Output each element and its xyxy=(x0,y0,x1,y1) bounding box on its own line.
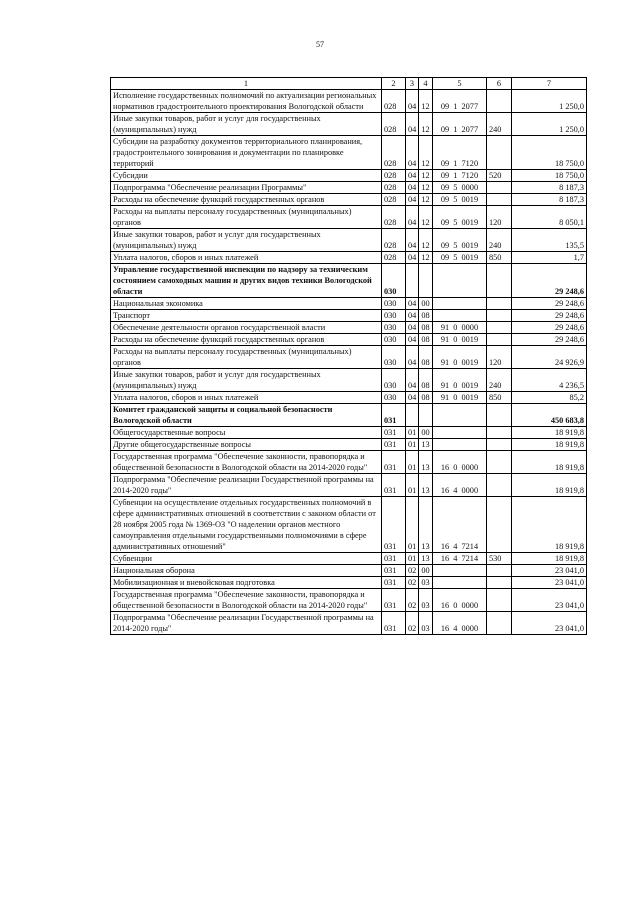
amount-cell: 29 248,6 xyxy=(512,310,587,322)
table-row xyxy=(111,369,587,392)
section-code-cell: 04 xyxy=(406,136,419,170)
table-row xyxy=(111,182,587,194)
ministry-code-cell: 031 xyxy=(382,577,406,589)
row-name-cell: Национальная экономика xyxy=(111,298,382,310)
subsection-code-cell: 03 xyxy=(419,612,433,635)
subsection-code-cell: 13 xyxy=(419,439,433,451)
section-code-cell: 04 xyxy=(406,182,419,194)
target-article-cell: 09 5 0019 xyxy=(433,229,487,252)
row-name-cell: Иные закупки товаров, работ и услуг для государственных (муниципальных) нужд xyxy=(111,229,382,252)
section-code-cell: 04 xyxy=(406,322,419,334)
table-row xyxy=(111,298,587,310)
header-cell: 1 xyxy=(111,78,382,90)
amount-cell: 29 248,6 xyxy=(512,264,587,298)
row-name-cell: Иные закупки товаров, работ и услуг для государственных (муниципальных) нужд xyxy=(111,369,382,392)
section-code-cell: 01 xyxy=(406,451,419,474)
section-code-cell: 04 xyxy=(406,206,419,229)
expense-type-cell: 240 xyxy=(487,369,512,392)
ministry-code-cell: 031 xyxy=(382,404,406,427)
table-row xyxy=(111,229,587,252)
expense-type-cell: 240 xyxy=(487,229,512,252)
subsection-code-cell: 12 xyxy=(419,252,433,264)
target-article-cell: 09 5 0019 xyxy=(433,194,487,206)
section-code-cell: 01 xyxy=(406,497,419,553)
expense-type-cell xyxy=(487,577,512,589)
subsection-code-cell: 12 xyxy=(419,90,433,113)
ministry-code-cell: 030 xyxy=(382,264,406,298)
row-name-cell: Субсидии xyxy=(111,170,382,182)
amount-cell: 23 041,0 xyxy=(512,589,587,612)
section-code-cell xyxy=(406,264,419,298)
row-name-cell: Обеспечение деятельности органов государственной власти xyxy=(111,322,382,334)
table-row xyxy=(111,404,587,427)
amount-cell: 23 041,0 xyxy=(512,577,587,589)
amount-cell: 4 236,5 xyxy=(512,369,587,392)
row-name-cell: Иные закупки товаров, работ и услуг для государственных (муниципальных) нужд xyxy=(111,113,382,136)
target-article-cell: 16 4 0000 xyxy=(433,474,487,497)
ministry-code-cell: 031 xyxy=(382,612,406,635)
target-article-cell xyxy=(433,427,487,439)
amount-cell: 29 248,6 xyxy=(512,298,587,310)
target-article-cell: 16 4 7214 xyxy=(433,553,487,565)
row-name-cell: Уплата налогов, сборов и иных платежей xyxy=(111,392,382,404)
ministry-code-cell: 031 xyxy=(382,439,406,451)
amount-cell: 18 919,8 xyxy=(512,451,587,474)
table-row xyxy=(111,170,587,182)
expense-type-cell xyxy=(487,310,512,322)
header-cell: 7 xyxy=(512,78,587,90)
section-code-cell: 02 xyxy=(406,577,419,589)
row-name-cell: Комитет гражданской защиты и социальной безопасности Вологодской области xyxy=(111,404,382,427)
subsection-code-cell: 12 xyxy=(419,170,433,182)
expense-type-cell xyxy=(487,497,512,553)
row-name-cell: Уплата налогов, сборов и иных платежей xyxy=(111,252,382,264)
target-article-cell: 91 0 0000 xyxy=(433,322,487,334)
section-code-cell: 04 xyxy=(406,113,419,136)
ministry-code-cell: 031 xyxy=(382,553,406,565)
amount-cell: 18 919,8 xyxy=(512,474,587,497)
section-code-cell: 04 xyxy=(406,334,419,346)
table-row xyxy=(111,206,587,229)
ministry-code-cell: 028 xyxy=(382,182,406,194)
ministry-code-cell: 031 xyxy=(382,497,406,553)
subsection-code-cell: 03 xyxy=(419,577,433,589)
table-row xyxy=(111,451,587,474)
section-code-cell: 04 xyxy=(406,229,419,252)
ministry-code-cell: 028 xyxy=(382,170,406,182)
target-article-cell: 09 1 2077 xyxy=(433,90,487,113)
expense-type-cell: 850 xyxy=(487,252,512,264)
amount-cell: 23 041,0 xyxy=(512,565,587,577)
section-code-cell: 04 xyxy=(406,90,419,113)
row-name-cell: Другие общегосударственные вопросы xyxy=(111,439,382,451)
subsection-code-cell xyxy=(419,264,433,298)
table-row xyxy=(111,474,587,497)
expense-type-cell xyxy=(487,451,512,474)
table-row xyxy=(111,612,587,635)
expense-type-cell xyxy=(487,322,512,334)
header-cell: 6 xyxy=(487,78,512,90)
amount-cell: 29 248,6 xyxy=(512,322,587,334)
table-row xyxy=(111,392,587,404)
ministry-code-cell: 030 xyxy=(382,346,406,369)
amount-cell: 85,2 xyxy=(512,392,587,404)
target-article-cell: 09 1 7120 xyxy=(433,170,487,182)
amount-cell: 8 187,3 xyxy=(512,182,587,194)
table-row xyxy=(111,565,587,577)
expense-type-cell xyxy=(487,298,512,310)
target-article-cell: 09 5 0019 xyxy=(433,252,487,264)
expense-type-cell xyxy=(487,404,512,427)
subsection-code-cell: 12 xyxy=(419,113,433,136)
expense-type-cell: 850 xyxy=(487,392,512,404)
header-cell: 3 xyxy=(406,78,419,90)
row-name-cell: Общегосударственные вопросы xyxy=(111,427,382,439)
subsection-code-cell: 12 xyxy=(419,136,433,170)
amount-cell: 18 750,0 xyxy=(512,136,587,170)
ministry-code-cell: 030 xyxy=(382,369,406,392)
table-row xyxy=(111,497,587,553)
section-code-cell: 04 xyxy=(406,194,419,206)
target-article-cell: 16 4 0000 xyxy=(433,612,487,635)
subsection-code-cell: 13 xyxy=(419,553,433,565)
amount-cell: 1 250,0 xyxy=(512,113,587,136)
ministry-code-cell: 028 xyxy=(382,206,406,229)
target-article-cell xyxy=(433,577,487,589)
table-row xyxy=(111,136,587,170)
amount-cell: 450 683,8 xyxy=(512,404,587,427)
target-article-cell: 91 0 0019 xyxy=(433,346,487,369)
table-row xyxy=(111,346,587,369)
expense-type-cell: 530 xyxy=(487,553,512,565)
amount-cell: 8 050,1 xyxy=(512,206,587,229)
row-name-cell: Управление государственной инспекции по надзору за техническим состоянием самоходных машин и других видов техники Вологодской области xyxy=(111,264,382,298)
target-article-cell: 91 0 0019 xyxy=(433,369,487,392)
row-name-cell: Транспорт xyxy=(111,310,382,322)
amount-cell: 8 187,3 xyxy=(512,194,587,206)
expense-type-cell xyxy=(487,565,512,577)
target-article-cell: 09 1 7120 xyxy=(433,136,487,170)
target-article-cell xyxy=(433,310,487,322)
expense-type-cell xyxy=(487,612,512,635)
row-name-cell: Расходы на обеспечение функций государственных органов xyxy=(111,334,382,346)
amount-cell: 23 041,0 xyxy=(512,612,587,635)
subsection-code-cell xyxy=(419,404,433,427)
page-number: 57 xyxy=(316,40,324,49)
subsection-code-cell: 08 xyxy=(419,392,433,404)
section-code-cell: 01 xyxy=(406,553,419,565)
subsection-code-cell: 00 xyxy=(419,565,433,577)
table-row xyxy=(111,577,587,589)
section-code-cell: 04 xyxy=(406,310,419,322)
subsection-code-cell: 13 xyxy=(419,474,433,497)
expense-type-cell: 240 xyxy=(487,113,512,136)
subsection-code-cell: 12 xyxy=(419,194,433,206)
expense-type-cell xyxy=(487,90,512,113)
target-article-cell: 09 5 0000 xyxy=(433,182,487,194)
amount-cell: 18 919,8 xyxy=(512,497,587,553)
row-name-cell: Расходы на обеспечение функций государственных органов xyxy=(111,194,382,206)
target-article-cell xyxy=(433,298,487,310)
expense-type-cell: 120 xyxy=(487,206,512,229)
expense-type-cell xyxy=(487,589,512,612)
table-row xyxy=(111,264,587,298)
expense-type-cell xyxy=(487,264,512,298)
subsection-code-cell: 08 xyxy=(419,369,433,392)
table-row xyxy=(111,427,587,439)
subsection-code-cell: 08 xyxy=(419,346,433,369)
table-row xyxy=(111,322,587,334)
table-row xyxy=(111,113,587,136)
expense-type-cell xyxy=(487,182,512,194)
amount-cell: 18 919,8 xyxy=(512,439,587,451)
header-cell: 4 xyxy=(419,78,433,90)
target-article-cell xyxy=(433,404,487,427)
amount-cell: 18 919,8 xyxy=(512,427,587,439)
target-article-cell: 09 1 2077 xyxy=(433,113,487,136)
table-row xyxy=(111,553,587,565)
row-name-cell: Субвенции xyxy=(111,553,382,565)
row-name-cell: Расходы на выплаты персоналу государственных (муниципальных) органов xyxy=(111,206,382,229)
target-article-cell xyxy=(433,565,487,577)
subsection-code-cell: 08 xyxy=(419,334,433,346)
ministry-code-cell: 031 xyxy=(382,474,406,497)
header-cell: 2 xyxy=(382,78,406,90)
subsection-code-cell: 12 xyxy=(419,206,433,229)
ministry-code-cell: 031 xyxy=(382,451,406,474)
expense-type-cell: 520 xyxy=(487,170,512,182)
expense-type-cell xyxy=(487,136,512,170)
expense-type-cell xyxy=(487,439,512,451)
table-row xyxy=(111,439,587,451)
ministry-code-cell: 028 xyxy=(382,194,406,206)
amount-cell: 18 919,8 xyxy=(512,553,587,565)
section-code-cell: 01 xyxy=(406,427,419,439)
section-code-cell: 02 xyxy=(406,612,419,635)
row-name-cell: Мобилизационная и вневойсковая подготовка xyxy=(111,577,382,589)
subsection-code-cell: 03 xyxy=(419,589,433,612)
expense-type-cell xyxy=(487,474,512,497)
row-name-cell: Национальная оборона xyxy=(111,565,382,577)
row-name-cell: Государственная программа "Обеспечение законности, правопорядка и общественной безопасности в Вологодской области на 2014-2020 годы" xyxy=(111,589,382,612)
row-name-cell: Расходы на выплаты персоналу государственных (муниципальных) органов xyxy=(111,346,382,369)
subsection-code-cell: 12 xyxy=(419,182,433,194)
row-name-cell: Субсидии на разработку документов территориального планирования, градостроительного зонирования и документации по планировке территорий xyxy=(111,136,382,170)
ministry-code-cell: 028 xyxy=(382,229,406,252)
subsection-code-cell: 00 xyxy=(419,298,433,310)
ministry-code-cell: 028 xyxy=(382,113,406,136)
target-article-cell xyxy=(433,439,487,451)
row-name-cell: Исполнение государственных полномочий по актуализации региональных нормативов градостроительного проектирования Вологодской области xyxy=(111,90,382,113)
expense-type-cell xyxy=(487,194,512,206)
section-code-cell: 02 xyxy=(406,589,419,612)
ministry-code-cell: 030 xyxy=(382,334,406,346)
expense-type-cell xyxy=(487,427,512,439)
row-name-cell: Субвенции на осуществление отдельных государственных полномочий в сфере административных отношений в соответствии с законом области от 28 ноября 2005 года № 1369-ОЗ "О наделении органов местного самоуправления отдельными государственными полномочиями в сфере административных отношений" xyxy=(111,497,382,553)
budget-table xyxy=(110,77,587,635)
subsection-code-cell: 00 xyxy=(419,427,433,439)
row-name-cell: Подпрограмма "Обеспечение реализации Программы" xyxy=(111,182,382,194)
row-name-cell: Подпрограмма "Обеспечение реализации Государственной программы на 2014-2020 годы" xyxy=(111,612,382,635)
ministry-code-cell: 028 xyxy=(382,136,406,170)
target-article-cell: 16 0 0000 xyxy=(433,451,487,474)
section-code-cell: 04 xyxy=(406,252,419,264)
section-code-cell: 01 xyxy=(406,474,419,497)
expense-type-cell xyxy=(487,334,512,346)
target-article-cell: 09 5 0019 xyxy=(433,206,487,229)
table-row xyxy=(111,194,587,206)
expense-type-cell: 120 xyxy=(487,346,512,369)
subsection-code-cell: 13 xyxy=(419,497,433,553)
ministry-code-cell: 031 xyxy=(382,589,406,612)
ministry-code-cell: 031 xyxy=(382,565,406,577)
ministry-code-cell: 030 xyxy=(382,322,406,334)
amount-cell: 135,5 xyxy=(512,229,587,252)
target-article-cell: 16 0 0000 xyxy=(433,589,487,612)
table-row xyxy=(111,589,587,612)
subsection-code-cell: 12 xyxy=(419,229,433,252)
row-name-cell: Государственная программа "Обеспечение законности, правопорядка и общественной безопасности в Вологодской области на 2014-2020 годы" xyxy=(111,451,382,474)
table-row xyxy=(111,334,587,346)
target-article-cell: 91 0 0019 xyxy=(433,334,487,346)
target-article-cell: 91 0 0019 xyxy=(433,392,487,404)
subsection-code-cell: 08 xyxy=(419,322,433,334)
section-code-cell: 04 xyxy=(406,298,419,310)
row-name-cell: Подпрограмма "Обеспечение реализации Государственной программы на 2014-2020 годы" xyxy=(111,474,382,497)
amount-cell: 24 926,9 xyxy=(512,346,587,369)
table-row xyxy=(111,90,587,113)
section-code-cell: 04 xyxy=(406,170,419,182)
target-article-cell: 16 4 7214 xyxy=(433,497,487,553)
subsection-code-cell: 13 xyxy=(419,451,433,474)
target-article-cell xyxy=(433,264,487,298)
section-code-cell: 04 xyxy=(406,369,419,392)
table-row xyxy=(111,310,587,322)
amount-cell: 1 250,0 xyxy=(512,90,587,113)
table-row xyxy=(111,252,587,264)
ministry-code-cell: 028 xyxy=(382,90,406,113)
ministry-code-cell: 031 xyxy=(382,427,406,439)
header-cell: 5 xyxy=(433,78,487,90)
amount-cell: 18 750,0 xyxy=(512,170,587,182)
subsection-code-cell: 08 xyxy=(419,310,433,322)
amount-cell: 29 248,6 xyxy=(512,334,587,346)
ministry-code-cell: 030 xyxy=(382,298,406,310)
section-code-cell xyxy=(406,404,419,427)
section-code-cell: 01 xyxy=(406,439,419,451)
section-code-cell: 04 xyxy=(406,392,419,404)
ministry-code-cell: 030 xyxy=(382,310,406,322)
ministry-code-cell: 030 xyxy=(382,392,406,404)
amount-cell: 1,7 xyxy=(512,252,587,264)
table-header-row xyxy=(111,78,587,90)
section-code-cell: 04 xyxy=(406,346,419,369)
ministry-code-cell: 028 xyxy=(382,252,406,264)
section-code-cell: 02 xyxy=(406,565,419,577)
